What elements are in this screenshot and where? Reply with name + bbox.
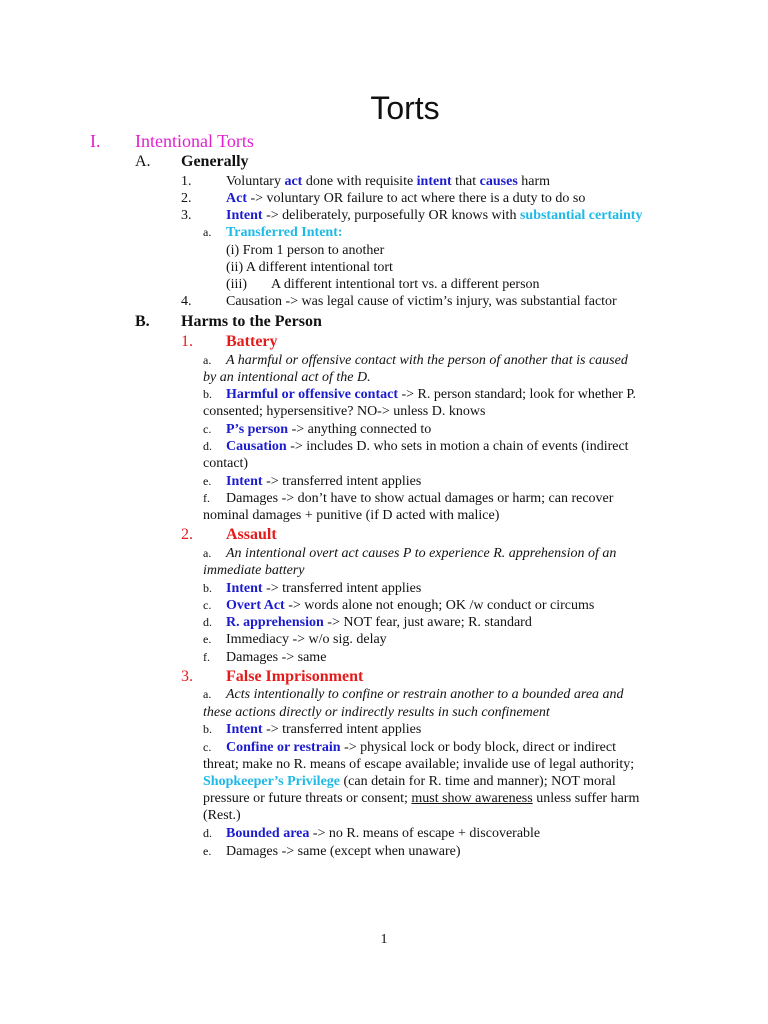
page-title: Torts <box>370 90 440 126</box>
list-letter: c. <box>203 598 212 612</box>
list-item: Harmful or offensive contact -> R. person standard; look for whether P. <box>226 387 637 402</box>
list-letter: a. <box>203 546 212 560</box>
section-number: I. <box>90 131 101 151</box>
list-item-continued: (Rest.) <box>203 808 241 823</box>
list-item: Causation -> includes D. who sets in motion a chain of events (indirect <box>226 439 629 454</box>
list-letter: b. <box>203 581 212 595</box>
list-item: Voluntary act done with requisite intent that causes harm <box>226 174 551 189</box>
definition-text: Acts intentionally to confine or restrain another to a bounded area and <box>226 687 624 702</box>
list-item: R. apprehension -> NOT fear, just aware; R. standard <box>226 615 532 630</box>
section-heading: Intentional Torts <box>135 131 254 151</box>
topic-number: 1. <box>181 333 193 350</box>
list-item: (i) From 1 person to another <box>226 243 385 258</box>
list-item: Confine or restrain -> physical lock or body block, direct or indirect <box>226 740 616 755</box>
list-letter: d. <box>203 439 212 453</box>
list-item: Immediacy -> w/o sig. delay <box>226 632 387 647</box>
list-item: (ii) A different intentional tort <box>226 260 393 275</box>
list-number: (iii) <box>226 277 247 292</box>
definition-text: immediate battery <box>203 563 305 578</box>
list-item: Intent -> deliberately, purposefully OR knows with substantial certainty <box>226 208 643 223</box>
subsection-heading: Harms to the Person <box>181 313 322 330</box>
list-letter: b. <box>203 387 212 401</box>
list-letter: d. <box>203 826 212 840</box>
list-item: A different intentional tort vs. a different person <box>271 277 540 292</box>
definition-text: An intentional overt act causes P to experience R. apprehension of an <box>226 546 617 561</box>
list-letter: a. <box>203 225 212 239</box>
page-number: 1 <box>380 932 388 947</box>
list-number: 2. <box>181 191 192 206</box>
topic-heading: Assault <box>226 526 277 543</box>
list-item: Intent -> transferred intent applies <box>226 581 422 596</box>
definition-text: by an intentional act of the D. <box>203 370 371 385</box>
list-letter: c. <box>203 740 212 754</box>
list-letter: e. <box>203 474 212 488</box>
topic-heading: Battery <box>226 333 278 350</box>
list-item: Transferred Intent: <box>226 225 343 240</box>
list-item-continued: contact) <box>203 456 249 471</box>
list-item: Damages -> same (except when unaware) <box>226 844 461 859</box>
subsection-letter: B. <box>135 313 150 330</box>
list-item-continued: pressure or future threats or consent; must show awareness unless suffer harm <box>203 791 640 806</box>
list-item-continued: nominal damages + punitive (if D acted with malice) <box>203 508 500 523</box>
list-letter: a. <box>203 353 212 367</box>
list-item: P’s person -> anything connected to <box>226 422 432 437</box>
list-letter: f. <box>203 491 210 505</box>
subsection-letter: A. <box>135 153 151 170</box>
list-item: Damages -> don’t have to show actual damages or harm; can recover <box>226 491 614 506</box>
list-item: Damages -> same <box>226 650 327 665</box>
list-letter: e. <box>203 844 212 858</box>
list-number: 4. <box>181 294 192 309</box>
list-item-continued: consented; hypersensitive? NO-> unless D. knows <box>203 404 486 419</box>
topic-heading: False Imprisonment <box>226 668 364 685</box>
topic-number: 3. <box>181 668 193 685</box>
list-item: Intent -> transferred intent applies <box>226 722 422 737</box>
list-item: Overt Act -> words alone not enough; OK /w conduct or circums <box>226 598 595 613</box>
definition-text: A harmful or offensive contact with the person of another that is caused <box>226 353 628 368</box>
list-item: Bounded area -> no R. means of escape + discoverable <box>226 826 541 841</box>
topic-number: 2. <box>181 526 193 543</box>
list-letter: c. <box>203 422 212 436</box>
list-letter: e. <box>203 632 212 646</box>
subsection-heading: Generally <box>181 153 249 170</box>
list-item: Intent -> transferred intent applies <box>226 474 422 489</box>
list-letter: d. <box>203 615 212 629</box>
list-number: 3. <box>181 208 192 223</box>
definition-text: these actions directly or indirectly results in such confinement <box>203 705 550 720</box>
list-item-continued: threat; make no R. means of escape available; invalide use of legal authority; <box>203 757 635 772</box>
list-letter: a. <box>203 687 212 701</box>
list-letter: b. <box>203 722 212 736</box>
list-letter: f. <box>203 650 210 664</box>
list-item: Causation -> was legal cause of victim’s injury, was substantial factor <box>226 294 617 309</box>
list-item: Act -> voluntary OR failure to act where there is a duty to do so <box>226 191 586 206</box>
list-number: 1. <box>181 174 192 189</box>
list-item-continued: Shopkeeper’s Privilege (can detain for R. time and manner); NOT moral <box>203 774 616 789</box>
